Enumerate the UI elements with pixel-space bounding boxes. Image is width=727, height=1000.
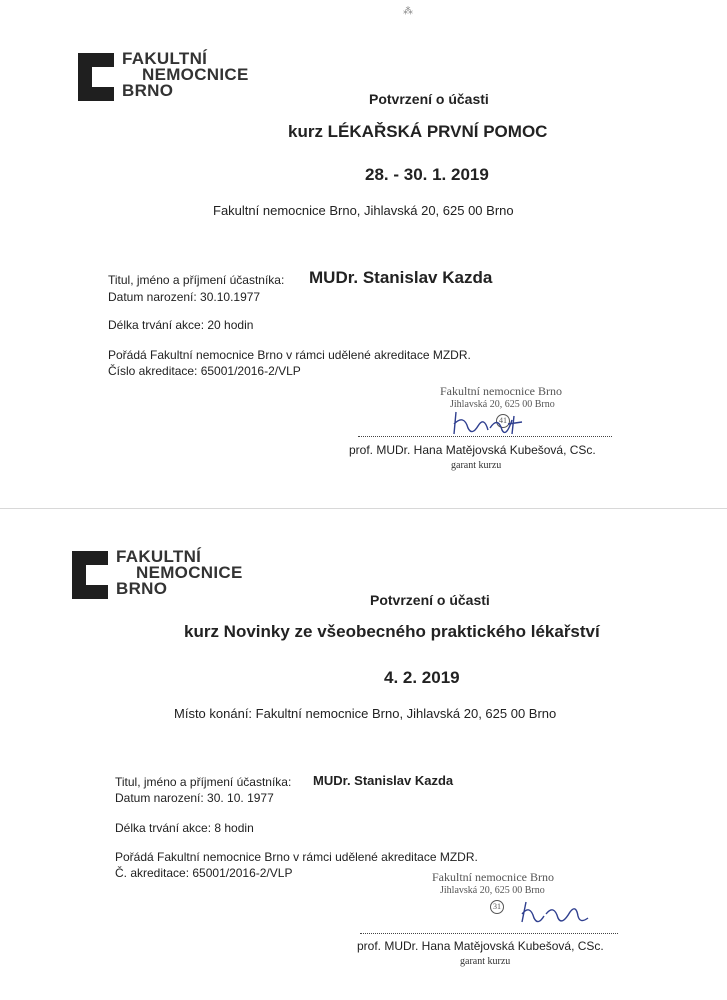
logo-line-1: FAKULTNÍ: [116, 547, 202, 566]
scan-mark: ⁂: [403, 6, 413, 17]
birth-date: Datum narození: 30.10.1977: [108, 290, 261, 304]
accreditation-number: Číslo akreditace: 65001/2016-2/VLP: [108, 364, 301, 378]
signature-line: [358, 436, 612, 437]
stamp-line-1: Fakultní nemocnice Brno: [440, 384, 562, 398]
logo-text: [122, 51, 249, 99]
certificate-heading: Potvrzení o účasti: [369, 91, 489, 107]
organizer-note: Pořádá Fakultní nemocnice Brno v rámci udělené akreditace MZDR.: [115, 850, 478, 864]
participant-name: MUDr. Stanislav Kazda: [309, 268, 493, 287]
certificate-heading: Potvrzení o účasti: [370, 592, 490, 608]
course-date: 28. - 30. 1. 2019: [365, 165, 489, 184]
course-title: kurz LÉKAŘSKÁ PRVNÍ POMOC: [288, 122, 548, 141]
participant-name: MUDr. Stanislav Kazda: [313, 773, 454, 788]
logo-line-2: NEMOCNICE: [136, 563, 243, 582]
logo-line-3: BRNO: [116, 579, 168, 598]
logo-mark-icon: [72, 551, 108, 599]
logo-text: [116, 549, 243, 597]
course-venue: Místo konání: Fakultní nemocnice Brno, Jihlavská 20, 625 00 Brno: [174, 706, 557, 721]
signature-line: [360, 933, 618, 934]
course-duration: Délka trvání akce: 8 hodin: [115, 821, 254, 835]
organizer-note: Pořádá Fakultní nemocnice Brno v rámci udělené akreditace MZDR.: [108, 348, 471, 362]
accreditation-number: Č. akreditace: 65001/2016-2/VLP: [115, 866, 293, 880]
signature-icon: [518, 898, 598, 928]
signer-role: garant kurzu: [451, 460, 502, 471]
stamp-number: 41: [496, 414, 510, 428]
course-venue: Fakultní nemocnice Brno, Jihlavská 20, 625 00 Brno: [213, 203, 514, 218]
logo-line-3: BRNO: [122, 81, 174, 100]
certificate-general-practice: [0, 508, 727, 1000]
stamp-line-2: Jihlavská 20, 625 00 Brno: [450, 399, 555, 410]
signature-icon: [450, 406, 540, 438]
stamp-line-1: Fakultní nemocnice Brno: [432, 870, 554, 884]
course-duration: Délka trvání akce: 20 hodin: [108, 318, 254, 332]
course-date: 4. 2. 2019: [384, 668, 460, 687]
participant-label: Titul, jméno a příjmení účastníka:: [108, 273, 285, 287]
logo-line-1: FAKULTNÍ: [122, 49, 208, 68]
logo-mark-icon: [78, 53, 114, 101]
signer-name: prof. MUDr. Hana Matějovská Kubešová, CSc.: [349, 443, 596, 457]
signer-role: garant kurzu: [460, 956, 511, 967]
stamp-number: 31: [490, 900, 504, 914]
signer-name: prof. MUDr. Hana Matějovská Kubešová, CSc.: [357, 939, 604, 953]
logo-line-2: NEMOCNICE: [142, 65, 249, 84]
birth-date: Datum narození: 30. 10. 1977: [115, 791, 274, 805]
stamp-line-2: Jihlavská 20, 625 00 Brno: [440, 885, 545, 896]
course-title: kurz Novinky ze všeobecného praktického lékařství: [184, 622, 600, 641]
participant-label: Titul, jméno a příjmení účastníka:: [115, 775, 292, 789]
